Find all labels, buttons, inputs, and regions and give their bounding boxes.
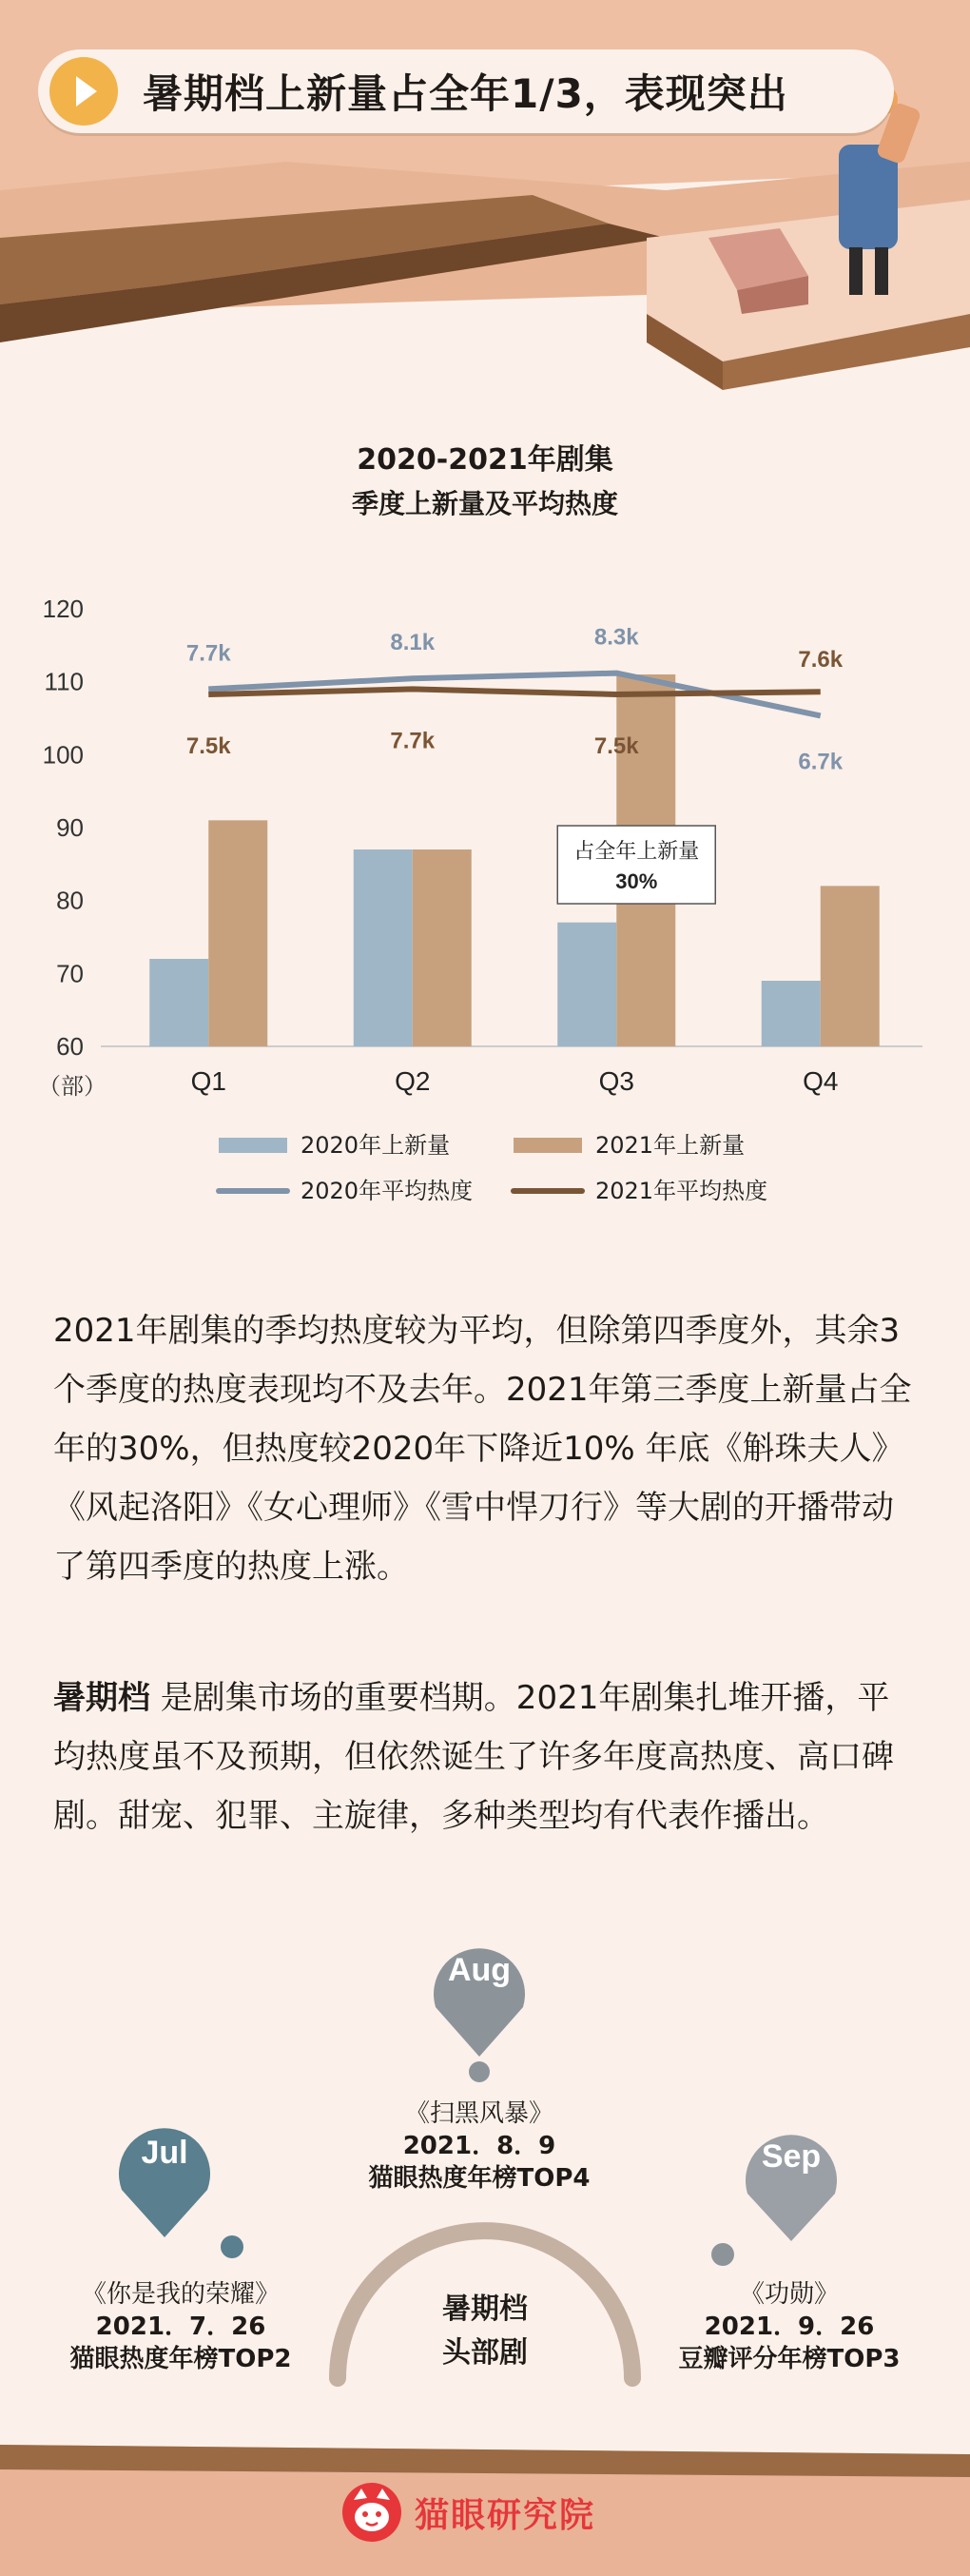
center-label-line1: 暑期档 (442, 2293, 528, 2326)
sep-date: 2021．9．26 (704, 2313, 875, 2341)
line-2021-heat (208, 689, 821, 694)
analysis-paragraph: 2021年剧集的季均热度较为平均，但除第四季度外，其余3个季度的热度表现均不及去年。2021年第三季度上新量占全年的30%，但热度较2020年下降近10% 年底《斛珠夫人》《风起洛阳》《女心理师》《雪中悍刀行》等大剧的开播带动了第四季度的热度上涨。 (53, 1312, 912, 1586)
legend-label: 2020年平均热度 (301, 1178, 474, 1204)
title-banner (38, 49, 894, 133)
bar-2021-q4 (821, 886, 880, 1046)
y-tick-label: 110 (44, 667, 84, 696)
cat-logo-icon (342, 2483, 401, 2542)
legend-label: 2020年上新量 (301, 1132, 451, 1159)
x-tick-label: Q2 (395, 1066, 431, 1096)
jul-rank: 猫眼热度年榜TOP2 (69, 2345, 292, 2373)
bar-2021-q2 (413, 849, 472, 1046)
sep-rank: 豆瓣评分年榜TOP3 (678, 2345, 901, 2373)
annotation-value: 30% (615, 869, 658, 893)
heat-data-label: 7.7k (185, 640, 231, 667)
heat-data-label: 8.1k (390, 630, 436, 656)
page-title: 暑期档上新量占全年1/3，表现突出 (143, 70, 788, 117)
bar-2020-q1 (149, 959, 208, 1046)
brand-logo (342, 2483, 595, 2542)
legend-swatch (514, 1138, 582, 1153)
bar-2020-q2 (354, 849, 413, 1046)
x-tick-label: Q4 (803, 1066, 839, 1096)
chart-title: 2020-2021年剧集 (357, 443, 613, 477)
timeline-aug (337, 2098, 622, 2195)
legend-swatch (219, 1138, 287, 1153)
jul-date: 2021．7．26 (95, 2313, 266, 2341)
y-tick-label: 90 (56, 813, 84, 842)
brand-name: 猫眼研究院 (415, 2495, 596, 2535)
y-tick-label: 70 (56, 959, 84, 988)
month-jul: Jul (141, 2135, 188, 2171)
annotation-label: 占全年上新量 (573, 840, 700, 864)
month-aug: Aug (447, 1952, 512, 1988)
summer-text: 是剧集市场的重要档期。2021年剧集扎堆开播，平均热度虽不及预期，但依然诞生了许多年度高热度、高口碑剧。甜宠、犯罪、主旋律，多种类型均有代表作播出。 (53, 1679, 894, 1835)
y-unit-label: （部） (38, 1073, 107, 1100)
x-tick-label: Q3 (598, 1066, 634, 1096)
y-tick-label: 80 (56, 886, 84, 915)
legend-label: 2021年上新量 (595, 1132, 746, 1159)
sep-show-name: 《功勋》 (739, 2280, 839, 2309)
x-tick-label: Q1 (190, 1066, 226, 1096)
heat-data-label: 8.3k (593, 624, 639, 651)
heat-data-label: 7.5k (185, 733, 231, 759)
heat-data-label: 7.5k (593, 733, 639, 759)
heat-data-label: 6.7k (798, 749, 844, 775)
heat-data-label: 7.7k (390, 728, 436, 754)
play-icon (49, 57, 118, 126)
summer-keyword: 暑期档 (53, 1679, 150, 1717)
summer-paragraph (53, 1669, 919, 1845)
month-sep: Sep (761, 2138, 822, 2175)
center-label-line2: 头部剧 (442, 2336, 528, 2370)
legend-label: 2021年平均热度 (595, 1178, 768, 1204)
y-tick-label: 60 (56, 1032, 84, 1061)
timeline-jul (38, 2278, 323, 2375)
aug-show-name: 《扫黑风暴》 (404, 2099, 553, 2128)
heat-data-label: 7.6k (798, 647, 844, 673)
y-tick-label: 100 (42, 740, 84, 770)
y-tick-label: 120 (42, 595, 84, 623)
bar-2020-q3 (557, 923, 616, 1046)
aug-date: 2021．8．9 (402, 2132, 556, 2160)
bar-2020-q4 (762, 981, 821, 1046)
chart-subtitle: 季度上新量及平均热度 (351, 488, 618, 519)
timeline-center-label (390, 2288, 580, 2375)
aug-rank: 猫眼热度年榜TOP4 (368, 2164, 591, 2193)
jul-show-name: 《你是我的荣耀》 (81, 2280, 280, 2309)
timeline-sep (647, 2278, 932, 2375)
combo-chart (0, 561, 970, 1227)
bar-2021-q1 (208, 820, 267, 1046)
